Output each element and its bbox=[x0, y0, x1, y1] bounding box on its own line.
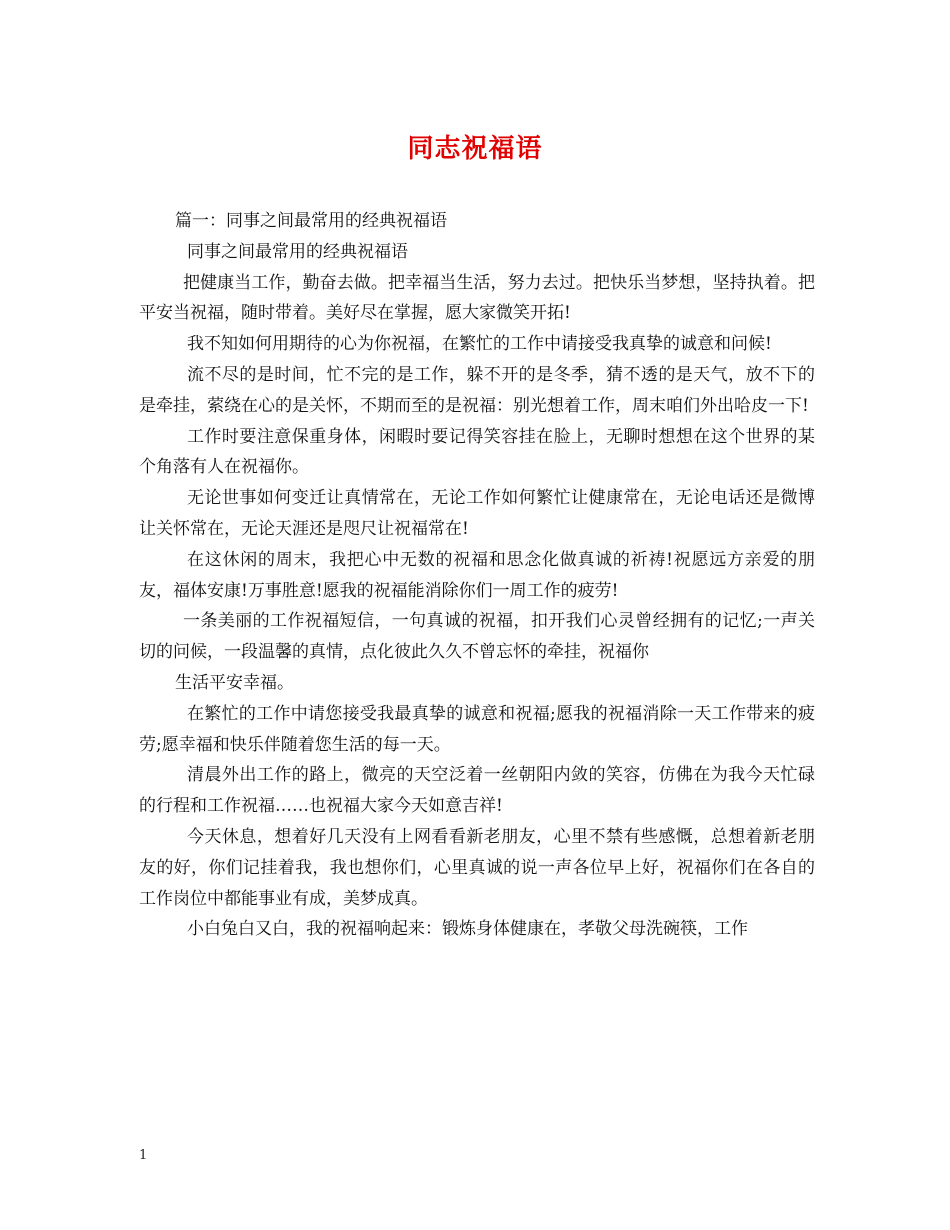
paragraph-2: 我不知如何用期待的心为你祝福，在繁忙的工作中请接受我真挚的诚意和问候! bbox=[187, 334, 772, 355]
paragraph-1: 把健康当工作，勤奋去做。把幸福当生活，努力去过。把快乐当梦想，坚持执着。把平安当祝福，随时带着。美好尽在掌握，愿大家微笑开拓! bbox=[139, 272, 815, 324]
sub-heading: 同事之间最常用的经典祝福语 bbox=[187, 241, 408, 262]
page-number: 1 bbox=[139, 1148, 148, 1163]
paragraph-10: 清晨外出工作的路上，微亮的天空泛着一丝朝阳内敛的笑容，仿佛在为我今天忙碌的行程和工作祝福……也祝福大家今天如意吉祥! bbox=[139, 765, 815, 817]
paragraph-7: 一条美丽的工作祝福短信，一句真诚的祝福，扣开我们心灵曾经拥有的记忆;一声关切的问候，一段温馨的真情，点化彼此久久不曾忘怀的牵挂，祝福你 bbox=[139, 611, 815, 663]
section-heading: 篇一：同事之间最常用的经典祝福语 bbox=[175, 211, 447, 231]
paragraph-9: 在繁忙的工作中请您接受我最真挚的诚意和祝福;愿我的祝福消除一天工作带来的疲劳;愿幸福和快乐伴随着您生活的每一天。 bbox=[139, 703, 815, 755]
paragraph-8: 生活平安幸福。 bbox=[175, 672, 294, 693]
paragraph-11: 今天休息，想着好几天没有上网看看新老朋友，心里不禁有些感慨，总想着新老朋友的好，你们记挂着我，我也想你们，心里真诚的说一声各位早上好，祝福你们在各自的工作岗位中都能事业有成，美梦成真。 bbox=[139, 826, 815, 909]
paragraph-4: 工作时要注意保重身体，闲暇时要记得笑容挂在脸上，无聊时想想在这个世界的某个角落有人在祝福你。 bbox=[139, 426, 815, 478]
paragraph-6: 在这休闲的周末，我把心中无数的祝福和思念化做真诚的祈祷!祝愿远方亲爱的朋友，福体安康!万事胜意!愿我的祝福能消除你们一周工作的疲劳! bbox=[139, 549, 815, 601]
paragraph-12: 小白兔白又白，我的祝福响起来：锻炼身体健康在，孝敬父母洗碗筷，工作 bbox=[187, 919, 748, 940]
paragraph-3: 流不尽的是时间，忙不完的是工作，躲不开的是冬季，猜不透的是天气，放不下的是牵挂，萦绕在心的是关怀，不期而至的是祝福：别光想着工作，周末咱们外出哈皮一下! bbox=[139, 364, 815, 416]
document-title: 同志祝福语 bbox=[407, 134, 543, 164]
document-body bbox=[139, 206, 815, 945]
paragraph-5: 无论世事如何变迁让真情常在，无论工作如何繁忙让健康常在，无论电话还是微博让关怀常在，无论天涯还是咫尺让祝福常在! bbox=[139, 488, 815, 539]
